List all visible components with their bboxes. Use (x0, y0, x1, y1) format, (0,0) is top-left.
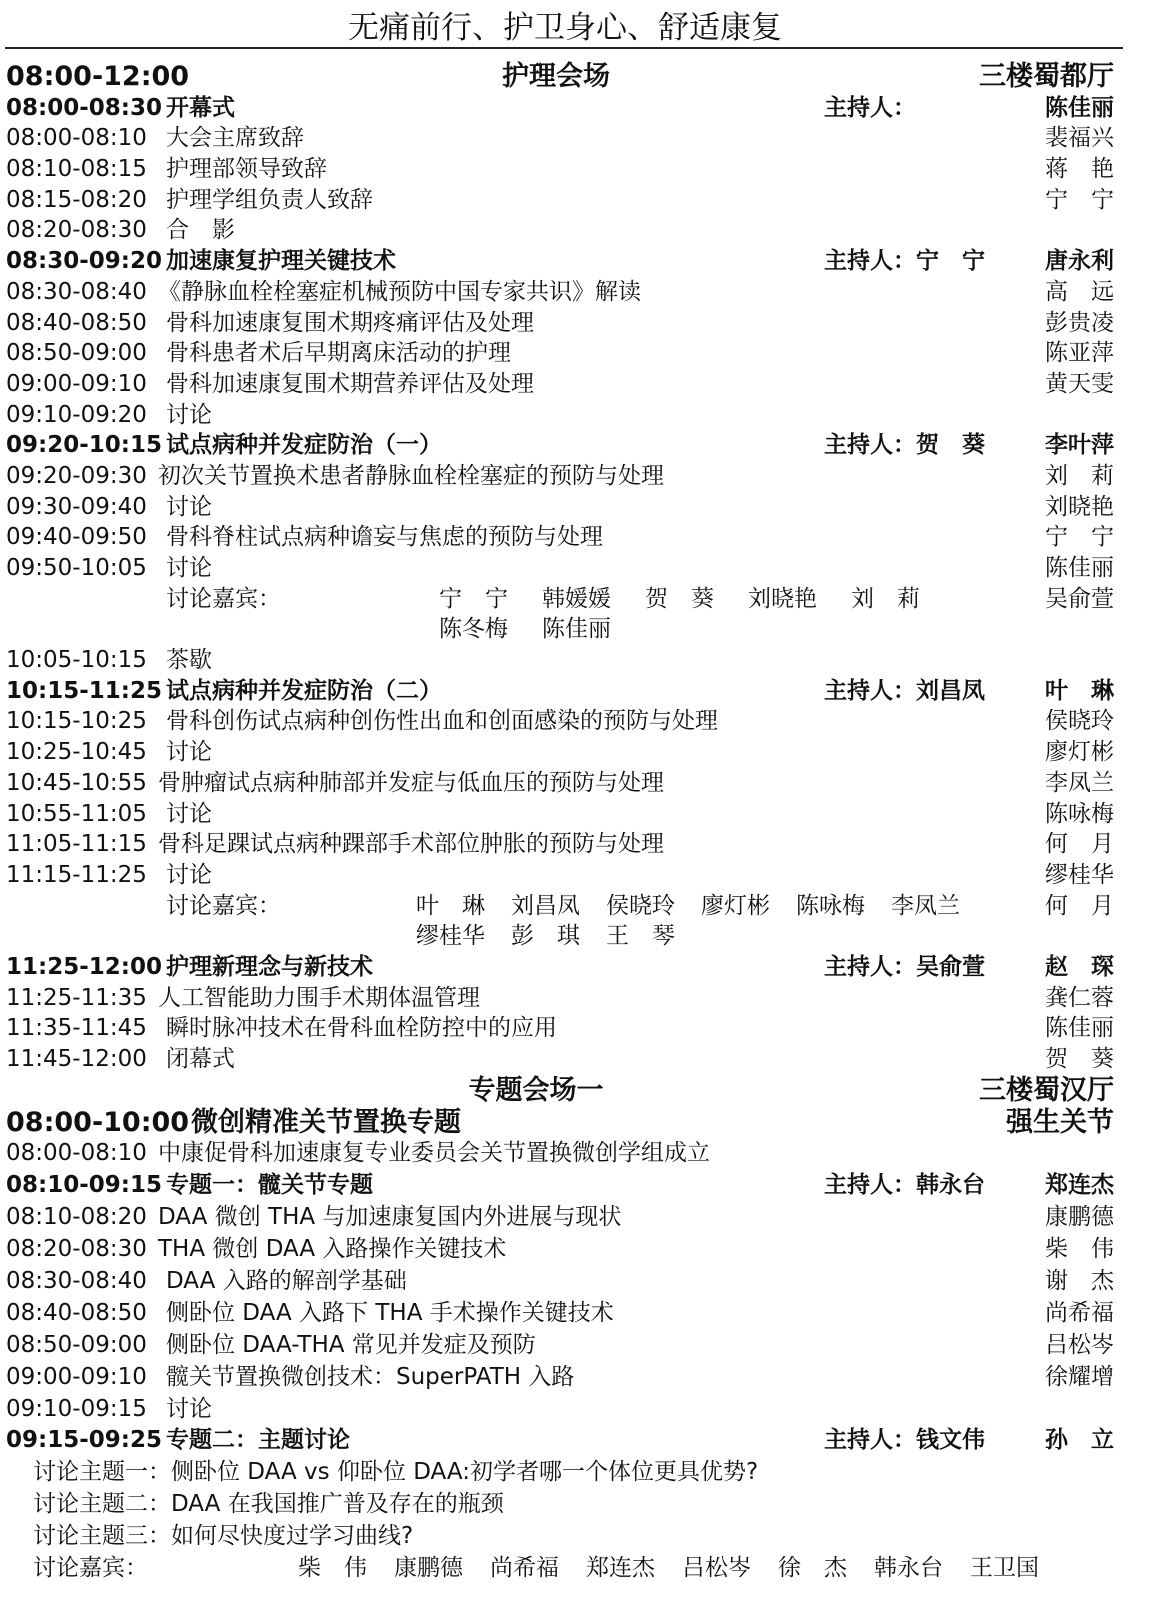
venue-name: 护理会场 (502, 61, 610, 92)
guest-name: 廖灯彬 (701, 892, 770, 919)
room-name: 三楼蜀都厅 (979, 61, 1114, 92)
moderator: 主持人：吴俞萱 (824, 953, 985, 980)
agenda-title: 骨科脊柱试点病种谵妄与焦虑的预防与处理 (166, 524, 603, 551)
speaker: 宁 宁 (1045, 524, 1114, 551)
time-slot: 08:00-08:10 (6, 125, 147, 152)
speaker: 李凤兰 (1045, 769, 1114, 796)
agenda-title: 骨科足踝试点病种踝部手术部位肿胀的预防与处理 (158, 831, 664, 858)
schedule-row (6, 829, 1124, 860)
guest-name: 郑连杰 (586, 1555, 655, 1582)
time-slot: 08:20-08:30 (6, 217, 147, 244)
agenda-title: 讨论 (166, 739, 212, 766)
guest-name: 侯晓玲 (606, 892, 675, 919)
guest-name: 李凤兰 (891, 892, 960, 919)
schedule-row (6, 891, 1124, 922)
schedule (6, 62, 1124, 1585)
agenda-title: 合 影 (166, 217, 235, 244)
speaker: 吕松岑 (1045, 1331, 1114, 1358)
guest-name: 王 琴 (606, 923, 675, 950)
speaker: 龚仁蓉 (1045, 984, 1114, 1011)
schedule-row (6, 614, 1124, 645)
guest-name: 吴俞萱 (1045, 585, 1114, 612)
guest-name: 康鹏德 (394, 1555, 463, 1582)
time-slot: 08:40-08:50 (6, 1299, 147, 1326)
time-slot: 08:40-08:50 (6, 309, 147, 336)
agenda-title: 讨论 (166, 861, 212, 888)
time-slot: 10:15-10:25 (6, 708, 147, 735)
schedule-row (6, 1107, 1124, 1139)
speaker: 徐耀增 (1045, 1363, 1114, 1390)
schedule-row (6, 553, 1124, 584)
guest-name: 尚希福 (490, 1555, 559, 1582)
speaker: 陈咏梅 (1045, 800, 1114, 827)
schedule-row (6, 1170, 1124, 1202)
guest-list (416, 921, 701, 952)
agenda-title: 侧卧位 DAA-THA 常见并发症及预防 (166, 1331, 536, 1358)
schedule-row (6, 185, 1124, 216)
agenda-title: 护理学组负责人致辞 (166, 186, 373, 213)
speaker: 陈佳丽 (1045, 1015, 1114, 1042)
schedule-row (6, 768, 1124, 799)
venue-name: 专题会场一 (468, 1074, 604, 1106)
schedule-row (6, 1202, 1124, 1234)
speaker: 刘晓艳 (1045, 493, 1114, 520)
discussion-topic: 讨论主题三：如何尽快度过学习曲线? (33, 1523, 414, 1550)
speaker: 李叶萍 (1045, 432, 1114, 459)
speaker: 尚希福 (1045, 1299, 1114, 1326)
agenda-title: 护理新理念与新技术 (166, 953, 373, 980)
guest-name: 柴 伟 (298, 1555, 367, 1582)
time-slot: 08:15-08:20 (6, 186, 147, 213)
speaker: 黄天雯 (1045, 370, 1114, 397)
agenda-title: 人工智能助力围手术期体温管理 (158, 984, 480, 1011)
schedule-row (6, 860, 1124, 891)
guest-name: 彭 琪 (511, 923, 580, 950)
guest-name: 刘 莉 (851, 585, 920, 612)
guests-label: 讨论嘉宾： (33, 1555, 148, 1582)
guest-name: 何 月 (1045, 892, 1114, 919)
speaker: 宁 宁 (1045, 186, 1114, 213)
time-slot: 08:00-08:30 (6, 94, 162, 121)
time-slot: 11:25-11:35 (6, 984, 147, 1011)
schedule-row (6, 1013, 1124, 1044)
discussion-topic: 讨论主题二：DAA 在我国推广普及存在的瓶颈 (33, 1491, 504, 1518)
moderator: 主持人：贺 葵 (824, 432, 985, 459)
session-time: 08:00-12:00 (6, 61, 190, 92)
schedule-row (6, 430, 1124, 461)
schedule-row (6, 1457, 1124, 1489)
schedule-row (6, 584, 1124, 615)
agenda-title: 骨科加速康复围术期营养评估及处理 (166, 370, 534, 397)
time-slot: 09:30-09:40 (6, 493, 147, 520)
speaker: 孙 立 (1045, 1427, 1114, 1454)
agenda-title: 护理部领导致辞 (166, 156, 327, 183)
agenda-title: DAA 入路的解剖学基础 (166, 1268, 407, 1295)
schedule-row (6, 1298, 1124, 1330)
schedule-row (6, 1075, 1124, 1107)
time-slot: 09:10-09:20 (6, 401, 147, 428)
speaker: 贺 葵 (1045, 1046, 1114, 1072)
agenda-title: 讨论 (166, 401, 212, 428)
time-slot: 09:00-09:10 (6, 1363, 147, 1390)
agenda-title: 茶歇 (166, 647, 212, 674)
schedule-row (6, 369, 1124, 400)
time-slot: 08:50-09:00 (6, 1331, 147, 1358)
schedule-row (6, 338, 1124, 369)
guest-name: 韩媛媛 (542, 585, 611, 612)
time-slot: 10:05-10:15 (6, 647, 147, 674)
agenda-title: 开幕式 (166, 94, 235, 121)
agenda-title: 试点病种并发症防治（二） (166, 677, 442, 704)
time-slot: 11:45-12:00 (6, 1046, 147, 1072)
agenda-title: 髋关节置换微创技术：SuperPATH 入路 (166, 1363, 575, 1390)
speaker: 刘 莉 (1045, 462, 1114, 489)
guests-label: 讨论嘉宾： (166, 892, 281, 919)
schedule-row (6, 1425, 1124, 1457)
agenda-title: 瞬时脉冲技术在骨科血栓防控中的应用 (166, 1015, 557, 1042)
time-slot: 09:20-09:30 (6, 462, 147, 489)
schedule-row (6, 461, 1124, 492)
schedule-row (6, 921, 1124, 952)
schedule-row (6, 277, 1124, 308)
time-slot: 11:35-11:45 (6, 1015, 147, 1042)
schedule-row (6, 706, 1124, 737)
time-slot: 08:00-08:10 (6, 1140, 147, 1167)
schedule-row (6, 1362, 1124, 1394)
agenda-title: 专题一：髋关节专题 (166, 1172, 373, 1199)
guest-name: 陈冬梅 (439, 616, 508, 643)
speaker: 郑连杰 (1045, 1172, 1114, 1199)
agenda-title: 骨肿瘤试点病种肺部并发症与低血压的预防与处理 (158, 769, 664, 796)
speaker: 柴 伟 (1045, 1236, 1114, 1263)
agenda-title: 专题二：主题讨论 (166, 1427, 350, 1454)
schedule-row (6, 93, 1124, 124)
time-slot: 09:00-09:10 (6, 370, 147, 397)
schedule-row (6, 492, 1124, 523)
schedule-row (6, 215, 1124, 246)
guest-name: 刘昌凤 (511, 892, 580, 919)
sponsor: 强生关节 (1006, 1106, 1114, 1138)
time-slot: 09:15-09:25 (6, 1427, 162, 1454)
speaker: 唐永利 (1045, 248, 1114, 275)
guest-name: 宁 宁 (439, 585, 508, 612)
moderator: 主持人：韩永台 (824, 1172, 985, 1199)
schedule-row (6, 799, 1124, 830)
agenda-title: 初次关节置换术患者静脉血栓栓塞症的预防与处理 (158, 462, 664, 489)
agenda-title: DAA 微创 THA 与加速康复国内外进展与现状 (158, 1204, 622, 1231)
time-slot: 08:20-08:30 (6, 1236, 147, 1263)
schedule-row (6, 1044, 1124, 1075)
schedule-row (6, 1266, 1124, 1298)
time-slot: 08:10-08:20 (6, 1204, 147, 1231)
discussion-topic: 讨论主题一：侧卧位 DAA vs 仰卧位 DAA:初学者哪一个体位更具优势? (33, 1459, 759, 1486)
guest-name: 陈佳丽 (542, 616, 611, 643)
time-slot: 10:45-10:55 (6, 769, 147, 796)
moderator: 主持人：钱文伟 (824, 1427, 985, 1454)
guest-name: 陈咏梅 (796, 892, 865, 919)
guest-name: 贺 葵 (645, 585, 714, 612)
guest-list (298, 1553, 1066, 1585)
agenda-title: 试点病种并发症防治（一） (166, 432, 442, 459)
agenda-title: 骨科创伤试点病种创伤性出血和创面感染的预防与处理 (166, 708, 718, 735)
title-divider (5, 47, 1123, 49)
schedule-row (6, 1394, 1124, 1426)
schedule-row (6, 1138, 1124, 1170)
speaker: 陈亚萍 (1045, 340, 1114, 367)
guest-list (439, 584, 954, 615)
schedule-row (6, 308, 1124, 339)
agenda-title: 骨科患者术后早期离床活动的护理 (166, 340, 511, 367)
schedule-row (6, 952, 1124, 983)
agenda-title: 侧卧位 DAA 入路下 THA 手术操作关键技术 (166, 1299, 614, 1326)
time-slot: 08:50-09:00 (6, 340, 147, 367)
time-slot: 10:55-11:05 (6, 800, 147, 827)
speaker: 叶 琳 (1045, 677, 1114, 704)
schedule-row (6, 1330, 1124, 1362)
moderator: 主持人：刘昌凤 (824, 677, 985, 704)
guest-name: 叶 琳 (416, 892, 485, 919)
time-slot: 09:40-09:50 (6, 524, 147, 551)
speaker: 裴福兴 (1045, 125, 1114, 152)
agenda-title: 讨论 (166, 555, 212, 581)
time-slot: 10:15-11:25 (6, 677, 162, 704)
guest-name: 王卫国 (970, 1555, 1039, 1582)
schedule-row (6, 1234, 1124, 1266)
time-slot: 08:10-08:15 (6, 156, 147, 183)
room-name: 三楼蜀汉厅 (979, 1074, 1114, 1106)
speaker: 侯晓玲 (1045, 708, 1114, 735)
schedule-row (6, 522, 1124, 553)
time-slot: 10:25-10:45 (6, 739, 147, 766)
schedule-row (6, 123, 1124, 154)
schedule-row (6, 246, 1124, 277)
time-slot: 11:15-11:25 (6, 861, 147, 888)
guest-name: 缪桂华 (416, 923, 485, 950)
time-slot: 08:10-09:15 (6, 1172, 162, 1199)
time-slot: 11:25-12:00 (6, 953, 162, 980)
agenda-title: 中康促骨科加速康复专业委员会关节置换微创学组成立 (158, 1140, 710, 1167)
schedule-row (6, 983, 1124, 1014)
agenda-title: 骨科加速康复围术期疼痛评估及处理 (166, 309, 534, 336)
speaker: 谢 杰 (1045, 1268, 1114, 1295)
time-slot: 08:30-08:40 (6, 1268, 147, 1295)
agenda-title: THA 微创 DAA 入路操作关键技术 (158, 1236, 507, 1263)
schedule-row (6, 645, 1124, 676)
speaker: 何 月 (1045, 831, 1114, 858)
schedule-row (6, 400, 1124, 431)
agenda-title: 讨论 (166, 1395, 212, 1422)
speaker: 赵 琛 (1045, 953, 1114, 980)
moderator: 主持人： (824, 94, 916, 121)
page-title: 无痛前行、护卫身心、舒适康复 (348, 10, 782, 46)
schedule-row (6, 1553, 1124, 1585)
schedule-row (6, 1489, 1124, 1521)
schedule-row (6, 737, 1124, 768)
time-slot: 09:10-09:15 (6, 1395, 147, 1422)
guest-list (439, 614, 645, 645)
time-slot: 09:20-10:15 (6, 432, 162, 459)
schedule-row (6, 676, 1124, 707)
time-slot: 09:50-10:05 (6, 555, 147, 581)
agenda-title: 《静脉血栓栓塞症机械预防中国专家共识》解读 (158, 278, 641, 305)
speaker: 缪桂华 (1045, 861, 1114, 888)
session-title: 微创精准关节置换专题 (191, 1106, 461, 1138)
schedule-row (6, 154, 1124, 185)
speaker: 陈佳丽 (1045, 94, 1114, 121)
guests-label: 讨论嘉宾： (166, 585, 281, 612)
speaker: 高 远 (1045, 278, 1114, 305)
schedule-row (6, 62, 1124, 93)
speaker: 康鹏德 (1045, 1204, 1114, 1231)
agenda-title: 加速康复护理关键技术 (166, 248, 396, 275)
speaker: 蒋 艳 (1045, 156, 1114, 183)
schedule-row (6, 1521, 1124, 1553)
guest-name: 韩永台 (874, 1555, 943, 1582)
guest-name: 吕松岑 (682, 1555, 751, 1582)
speaker: 廖灯彬 (1045, 739, 1114, 766)
guest-name: 刘晓艳 (748, 585, 817, 612)
time-slot: 08:30-09:20 (6, 248, 162, 275)
guest-list (416, 891, 986, 922)
time-slot: 08:30-08:40 (6, 278, 147, 305)
agenda-title: 讨论 (166, 800, 212, 827)
time-slot: 11:05-11:15 (6, 831, 147, 858)
speaker: 彭贵凌 (1045, 309, 1114, 336)
session-time: 08:00-10:00 (6, 1106, 190, 1138)
moderator: 主持人：宁 宁 (824, 248, 985, 275)
guest-name: 徐 杰 (778, 1555, 847, 1582)
agenda-title: 大会主席致辞 (166, 125, 304, 152)
agenda-title: 闭幕式 (166, 1046, 235, 1072)
agenda-title: 讨论 (166, 493, 212, 520)
speaker: 陈佳丽 (1045, 555, 1114, 581)
